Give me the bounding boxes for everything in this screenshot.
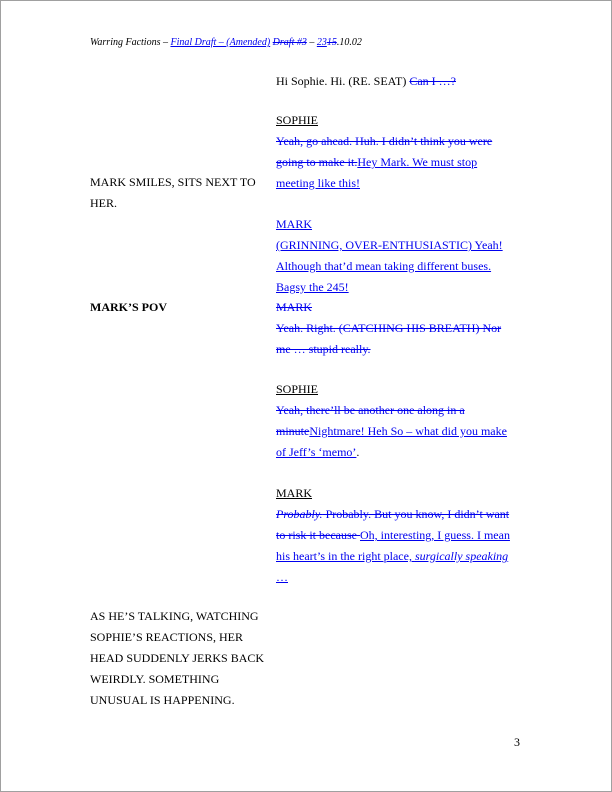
header-date-inserted: 23 xyxy=(316,37,327,48)
speaker-mark: MARK xyxy=(276,217,313,231)
mark1-inserted: (GRINNING, OVER-ENTHUSIASTIC) Yeah! Although that’d mean taking different buses. Bagsy the 245! xyxy=(276,238,503,294)
running-header xyxy=(90,37,362,48)
sophie1-deleted: Yeah, go ahead. Huh. I didn’t think you were going to make it. xyxy=(276,134,493,169)
dialogue-line-1 xyxy=(276,71,516,92)
mark3-inserted: Oh, interesting, I guess. I mean his heart’s in the right place, xyxy=(276,528,510,563)
mark3-inserted-italic: surgically speaking xyxy=(414,549,509,563)
dialogue-block-sophie-1 xyxy=(276,110,516,194)
sophie2-end: . xyxy=(356,445,360,459)
direction-mark-smiles: MARK SMILES, SITS NEXT TO HER. xyxy=(90,175,256,210)
header-date-rest: .10.02 xyxy=(336,37,362,48)
sophie2-inserted: Nightmare! Heh So – what did you make of Jeff’s ‘memo’ xyxy=(276,424,507,459)
dialogue-block-mark-3 xyxy=(276,483,516,588)
header-title: Warring Factions – xyxy=(90,37,171,48)
direction-marks-pov: MARK’S POV xyxy=(90,300,167,314)
speaker-mark-deleted: MARK xyxy=(276,300,313,314)
mark2-deleted: Yeah. Right. (CATCHING HIS BREATH) Nor me … stupid really. xyxy=(276,321,502,356)
direction-as-hes-talking: AS HE’S TALKING, WATCHING SOPHIE’S REACTIONS, HER HEAD SUDDENLY JERKS BACK WEIRDLY. SOMETHING UNUSUAL IS HAPPENING. xyxy=(90,609,265,707)
line1-text: Hi Sophie. Hi. (RE. SEAT) xyxy=(276,74,410,88)
page-number: 3 xyxy=(514,735,520,749)
mark3-deleted-italic: Probably. xyxy=(276,507,323,521)
line1-deleted: Can I …? xyxy=(409,74,456,88)
dialogue-block-mark-1 xyxy=(276,214,516,298)
sophie2-deleted: Yeah, there’ll be another one along in a minute xyxy=(276,403,465,438)
mark3-inserted-end: … xyxy=(276,570,288,584)
speaker-mark-3: MARK xyxy=(276,486,313,500)
speaker-sophie-2: SOPHIE xyxy=(276,382,319,396)
mark3-deleted: Probably. But you know, I didn’t want to risk it because xyxy=(276,507,510,542)
header-final-draft: Final Draft – (Amended) xyxy=(170,37,271,48)
sophie1-inserted: Hey Mark. We must stop meeting like this! xyxy=(276,155,478,190)
header-sep-2: – xyxy=(306,37,317,48)
header-draft-deleted: Draft #3 xyxy=(272,37,307,48)
dialogue-block-mark-2 xyxy=(276,297,516,360)
header-date-deleted: 15 xyxy=(326,37,337,48)
dialogue-block-sophie-2 xyxy=(276,379,516,463)
speaker-sophie: SOPHIE xyxy=(276,113,319,127)
